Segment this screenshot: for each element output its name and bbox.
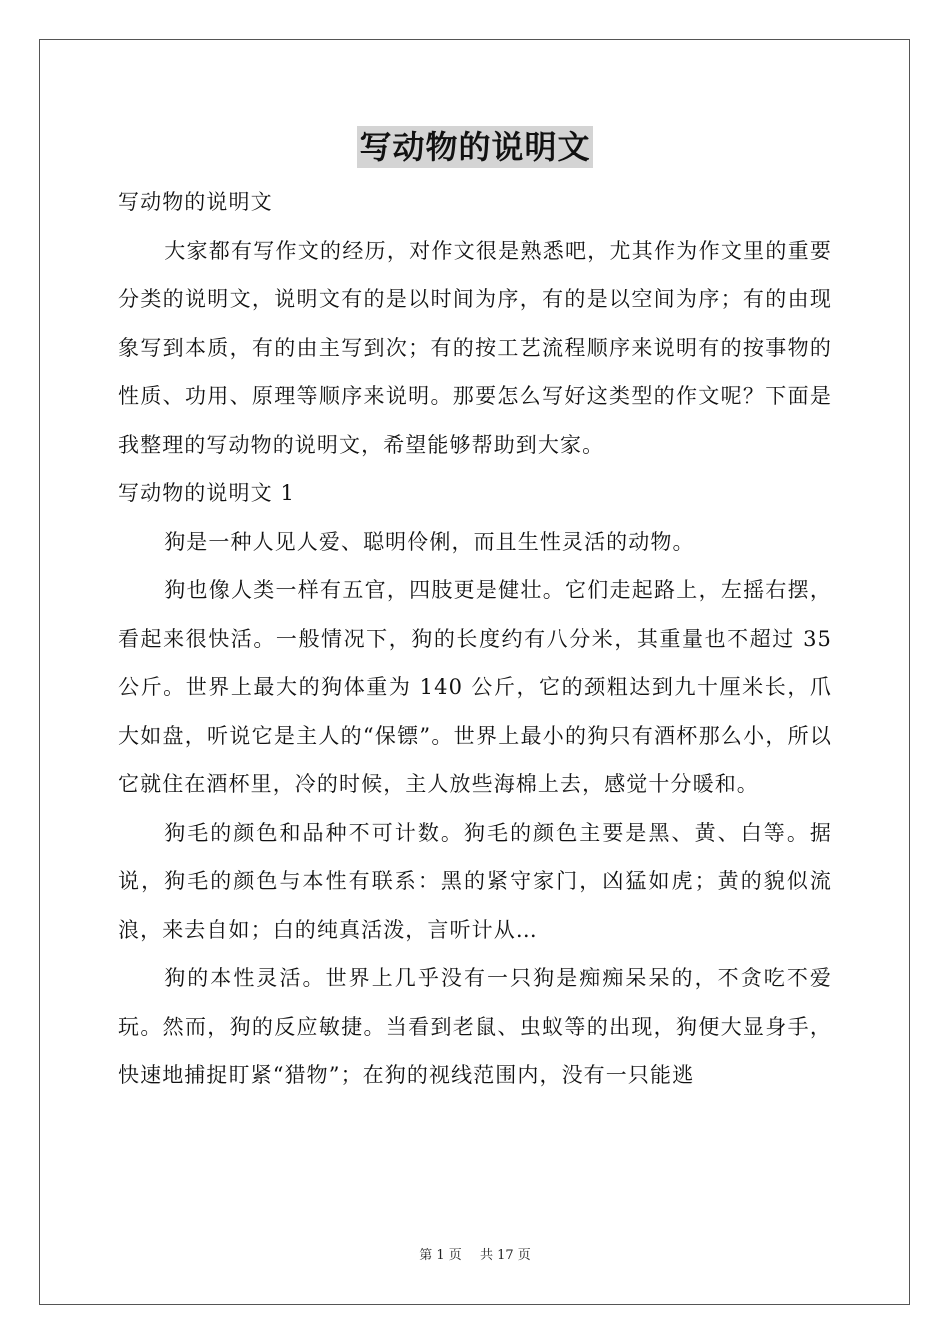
document-title xyxy=(0,126,950,168)
body-paragraph: 狗毛的颜色和品种不可计数。狗毛的颜色主要是黑、黄、白等。据说，狗毛的颜色与本性有联系：黑的紧守家门，凶猛如虎；黄的貌似流浪，来去自如；白的纯真活泼，言听计从… xyxy=(118,820,832,942)
body-paragraph: 狗也像人类一样有五官，四肢更是健壮。它们走起路上，左摇右摆，看起来很快活。一般情况下，狗的长度约有八分米，其重量也不超过 35 公斤。世界上最大的狗体重为 140 公斤，它的颈粗达到九十厘米长，爪大如盘，听说它是主人的“保镖”。世界上最小的狗只有酒杯那么小，所以它就住在酒杯里，冷的时候，主人放些海棉上去，感觉十分暖和。 xyxy=(118,578,832,796)
document-title-text: 写动物的说明文 xyxy=(359,128,591,166)
subtitle-paragraph: 写动物的说明文 xyxy=(118,190,273,214)
page-total: 共 17 页 xyxy=(479,1248,531,1263)
intro-paragraph: 大家都有写作文的经历，对作文很是熟悉吧，尤其作为作文里的重要分类的说明文，说明文有的是以时间为序，有的是以空间为序；有的由现象写到本质，有的由主写到次；有的按工艺流程顺序来说明有的按事物的性质、功用、原理等顺序来说明。那要怎么写好这类型的作文呢？下面是我整理的写动物的说明文，希望能够帮助到大家。 xyxy=(118,238,832,457)
body-paragraph: 狗的本性灵活。世界上几乎没有一只狗是痴痴呆呆的，不贪吃不爱玩。然而，狗的反应敏捷。当看到老鼠、虫蚁等的出现，狗便大显身手，快速地捕捉盯紧“猎物”；在狗的视线范围内，没有一只能逃 xyxy=(118,966,832,1087)
page-number: 第 1 页 xyxy=(419,1248,462,1263)
document-body xyxy=(118,178,832,1100)
page-footer xyxy=(0,1247,950,1265)
body-paragraph: 狗是一种人见人爱、聪明伶俐，而且生性灵活的动物。 xyxy=(164,529,695,554)
section-heading: 写动物的说明文 1 xyxy=(118,481,295,505)
